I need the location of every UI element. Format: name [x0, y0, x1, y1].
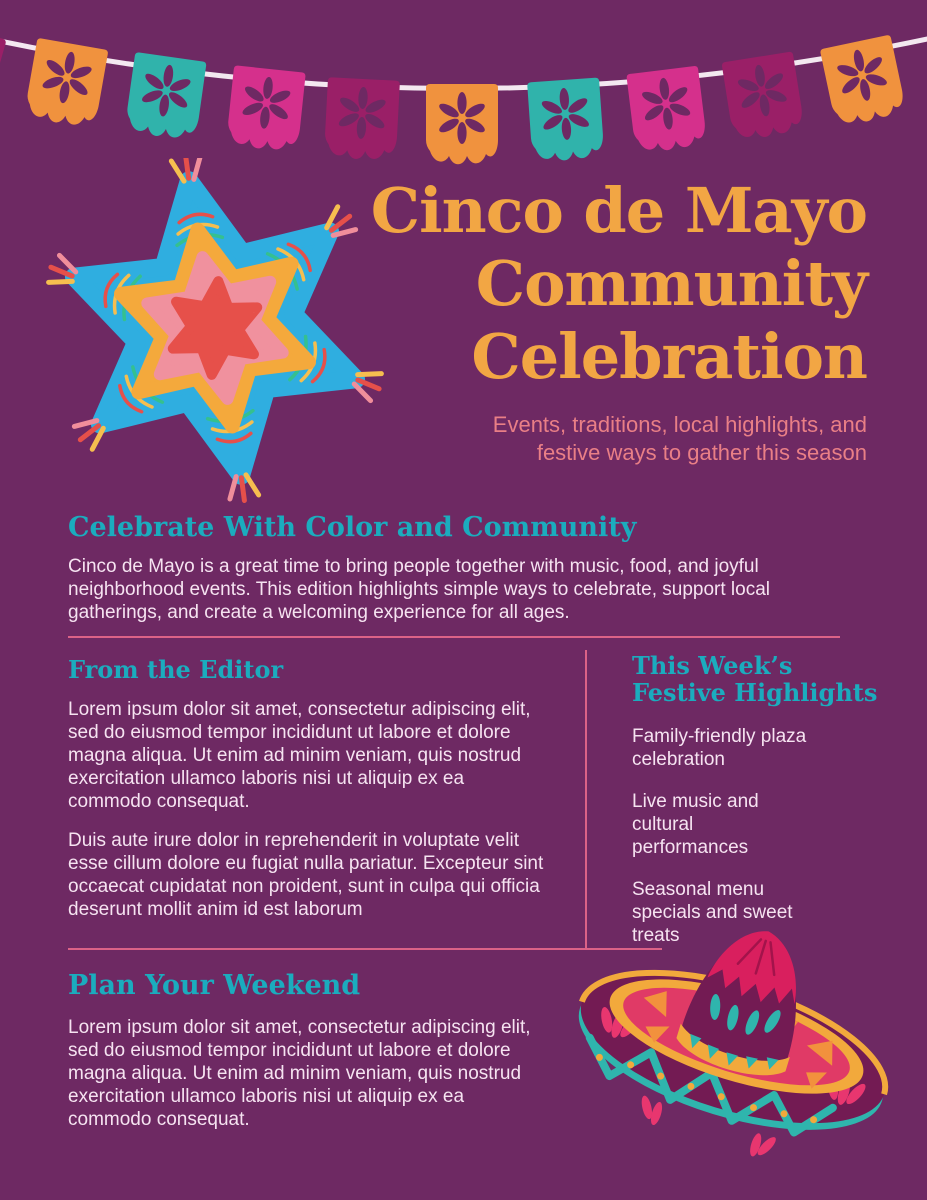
highlight-item-2: Live music and cultural performances [632, 790, 759, 858]
intro-section [68, 512, 863, 625]
page-title [267, 174, 867, 393]
weekend-heading: Plan Your Weekend [68, 970, 361, 1001]
masthead-subtitle: Events, traditions, local highlights, and festive ways to gather this season [492, 412, 867, 465]
editor-paragraph-2: Duis aute irure dolor in reprehenderit in voluptate velit esse cillum dolore eu fugiat nulla pariatur. Excepteur sint occaecat cupidatat non proident, sunt in culpa qui officia deserunt mollit anim id est laborum [68, 830, 544, 921]
column-divider [585, 650, 587, 948]
intro-heading: Celebrate With Color and Community [68, 512, 637, 543]
editor-column [68, 656, 548, 922]
horizontal-divider-top [68, 636, 840, 638]
masthead [267, 174, 867, 466]
title-line-2: Community [475, 247, 867, 321]
title-line-1: Cinco de Mayo [370, 174, 867, 247]
sombrero-icon [548, 908, 918, 1193]
intro-body: Cinco de Mayo is a great time to bring people together with music, food, and joyful neighborhood events. This edition highlights simple ways to celebrate, support local gatherings, and create a welcoming experience for all ages. [68, 556, 771, 624]
highlight-item-1: Family-friendly plaza celebration [632, 725, 807, 770]
highlights-heading [632, 651, 878, 708]
highlights-column [632, 651, 878, 948]
weekend-body: Lorem ipsum dolor sit amet, consectetur adipiscing elit, sed do eiusmod tempor incididunt ut labore et dolore magna aliqua. Ut enim ad minim veniam, quis nostrud exercitation ullamco laboris nisi ut aliquip ex ea commodo consequat. [68, 1017, 531, 1130]
highlights-heading-line-1: This Week’s [632, 651, 793, 680]
weekend-section [68, 970, 548, 1132]
title-line-3: Celebration [471, 320, 867, 394]
highlights-heading-line-2: Festive Highlights [632, 678, 878, 708]
editor-paragraph-1: Lorem ipsum dolor sit amet, consectetur adipiscing elit, sed do eiusmod tempor incididunt ut labore et dolore magna aliqua. Ut enim ad minim veniam, quis nostrud exercitation ullamco laboris nisi ut aliquip ex ea commodo consequat. [68, 699, 531, 813]
editor-heading: From the Editor [68, 655, 284, 684]
highlight-item-3: Seasonal menu specials and sweet treats [632, 878, 793, 946]
